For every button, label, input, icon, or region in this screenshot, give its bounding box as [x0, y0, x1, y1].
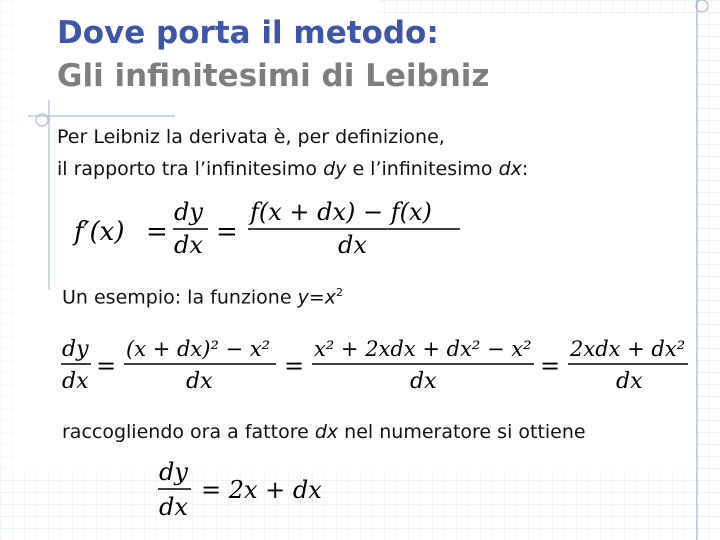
example-eq: =	[308, 286, 325, 309]
formula2-eq3: =	[540, 352, 561, 380]
slide-title: Dove porta il metodo:	[57, 15, 439, 51]
formula2-eq2: =	[284, 352, 305, 380]
intro-text-c: :	[521, 158, 529, 180]
conclusion-text-a: raccogliendo ora a fattore	[62, 421, 315, 443]
example-line	[62, 281, 343, 309]
formula1-frac1-num: dy	[174, 198, 203, 226]
example-prefix: Un esempio: la funzione	[62, 286, 298, 309]
formula2-f2-num: x² + 2xdx + dx² − x²	[314, 337, 532, 361]
intro-line-1: Per Leibniz la derivata è, per definizione,	[57, 126, 445, 148]
formula2-lhs-num: dy	[62, 337, 89, 362]
conclusion-line	[62, 420, 586, 444]
formula2-f3-den: dx	[616, 369, 643, 394]
intro-dy: dy	[323, 158, 347, 180]
formula1-frac2-num: f(x + dx) − f(x)	[250, 198, 432, 226]
intro-dx: dx	[498, 158, 522, 180]
example-y: y	[297, 286, 309, 309]
formula2-f1-num: (x + dx)² − x²	[126, 337, 271, 361]
slide-subtitle: Gli infinitesimi di Leibniz	[57, 58, 490, 94]
formula2-f2-den: dx	[410, 369, 437, 394]
derivative-definition-formula	[70, 190, 470, 265]
formula3-rhs: = 2x + dx	[201, 476, 322, 504]
formula2-eq1: =	[96, 352, 117, 380]
intro-text-b: e l’infinitesimo	[346, 158, 499, 180]
formula2-f1-den: dx	[186, 369, 213, 394]
example-expansion-formula	[58, 330, 698, 400]
formula1-lhs: f′(x)	[74, 217, 125, 247]
formula3-num: dy	[159, 458, 188, 486]
formula1-eq1: =	[146, 217, 168, 247]
formula1-frac1-den: dx	[174, 231, 203, 259]
formula1-frac2-den: dx	[338, 231, 367, 259]
result-formula	[155, 452, 355, 527]
formula2-lhs-den: dx	[62, 369, 89, 394]
example-exponent: 2	[335, 286, 343, 299]
formula1-eq2: =	[216, 217, 238, 247]
conclusion-dx: dx	[314, 421, 339, 443]
intro-text-a: il rapporto tra l’infinitesimo	[57, 158, 324, 180]
conclusion-text-b: nel numeratore si ottiene	[338, 421, 586, 443]
formula2-f3-num: 2xdx + dx²	[570, 337, 686, 361]
example-x: x	[324, 286, 336, 309]
intro-line-2	[57, 157, 528, 181]
formula3-den: dx	[159, 493, 188, 521]
